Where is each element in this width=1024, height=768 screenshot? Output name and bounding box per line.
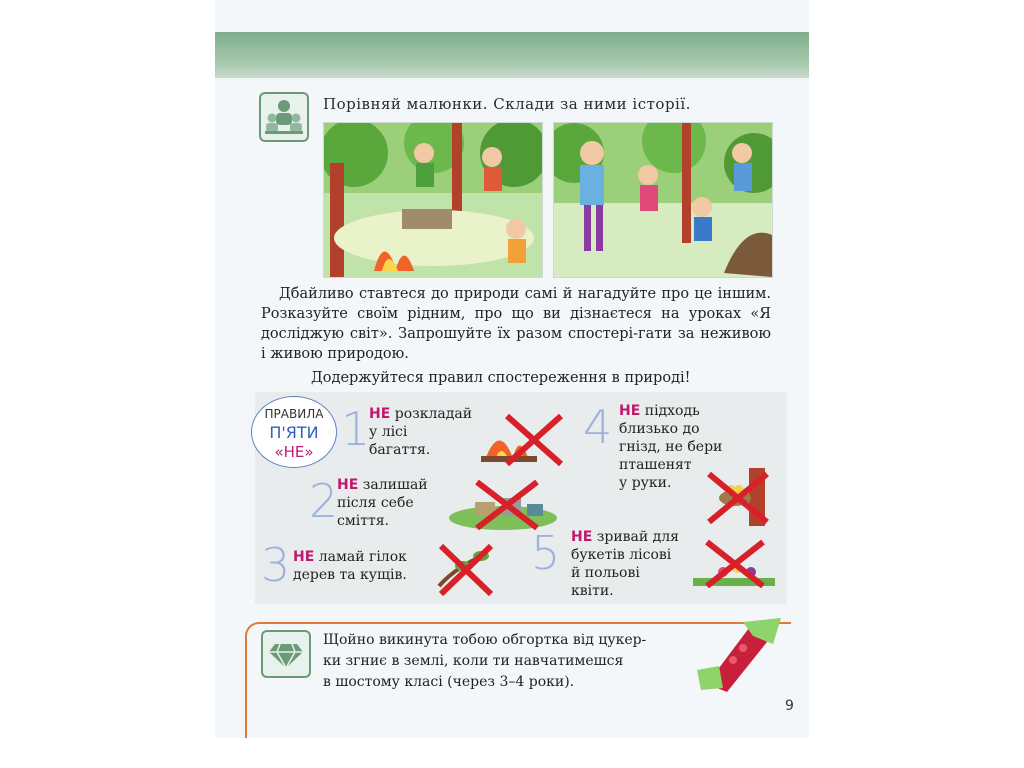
rule-ne: НЕ — [619, 403, 641, 419]
nest-crossed-icon — [705, 468, 773, 526]
rule-ne: НЕ — [337, 477, 359, 493]
rule-line: пташенят — [619, 457, 692, 473]
page-number: 9 — [785, 698, 794, 714]
header-band — [215, 32, 809, 78]
group-work-icon — [259, 92, 309, 142]
rule-line: розкладай — [394, 406, 473, 422]
fact-text — [323, 630, 685, 693]
badge-line-1: ПРАВИЛА — [264, 407, 324, 421]
rule-number: 1 — [341, 402, 371, 456]
rule-line: гнізд, не бери — [619, 439, 723, 455]
advice-paragraph: Дбайливо ставтеся до природи самі й нагадуйте про це іншим. Розказуйте своїм рідним, про що ви дізнаєтеся на уроках «Я досліджую світ». Запрошуйте їх разом спостері-гати за неживою і живою природою. — [261, 286, 771, 362]
rule-line: сміття. — [337, 513, 389, 529]
rule-line: після себе — [337, 495, 414, 511]
rule-number: 3 — [261, 538, 291, 592]
fact-line: ки згниє в землі, коли ти навчатимешся — [323, 653, 624, 669]
rule-line: букетів лісові — [571, 547, 672, 563]
diamond-icon — [261, 630, 311, 678]
rule-line: у руки. — [619, 475, 672, 491]
illustration-good-behavior — [553, 122, 773, 278]
fact-line: Щойно викинута тобою обгортка від цукер- — [323, 632, 647, 648]
rule-line: дерев та кущів. — [293, 567, 407, 583]
rule-ne: НЕ — [369, 406, 391, 422]
flowers-crossed-icon — [693, 538, 775, 588]
litter-crossed-icon — [447, 478, 559, 530]
rule-line: квіти. — [571, 583, 614, 599]
textbook-page — [215, 0, 809, 738]
candy-wrapper-image — [693, 614, 785, 692]
rule-line: залишай — [362, 477, 428, 493]
rule-line: й польові — [571, 565, 640, 581]
campfire-crossed-icon — [477, 408, 567, 466]
rule-number: 2 — [309, 474, 339, 528]
rule-line: зривай для — [596, 529, 680, 545]
rule-line: ламай гілок — [318, 549, 407, 565]
rule-ne: НЕ — [571, 529, 593, 545]
rule-line: багаття. — [369, 442, 431, 458]
rule-number: 5 — [531, 526, 561, 580]
illustration-bad-behavior — [323, 122, 543, 278]
badge-line-3: «НЕ» — [274, 443, 314, 461]
rules-badge — [251, 396, 337, 468]
rule-line: близько до — [619, 421, 700, 437]
badge-line-2: П'ЯТИ — [269, 423, 319, 442]
rule-line: підходь — [644, 403, 700, 419]
rule-ne: НЕ — [293, 549, 315, 565]
fact-line: в шостому класі (через 3–4 роки). — [323, 674, 575, 690]
rule-3-text — [293, 548, 435, 584]
rule-line: у лісі — [369, 424, 408, 440]
task-instruction: Порівняй малюнки. Склади за ними історії. — [323, 95, 691, 113]
branch-crossed-icon — [433, 540, 497, 596]
rule-number: 4 — [583, 400, 613, 454]
rules-heading: Додержуйтеся правил спостереження в природі! — [311, 370, 691, 386]
